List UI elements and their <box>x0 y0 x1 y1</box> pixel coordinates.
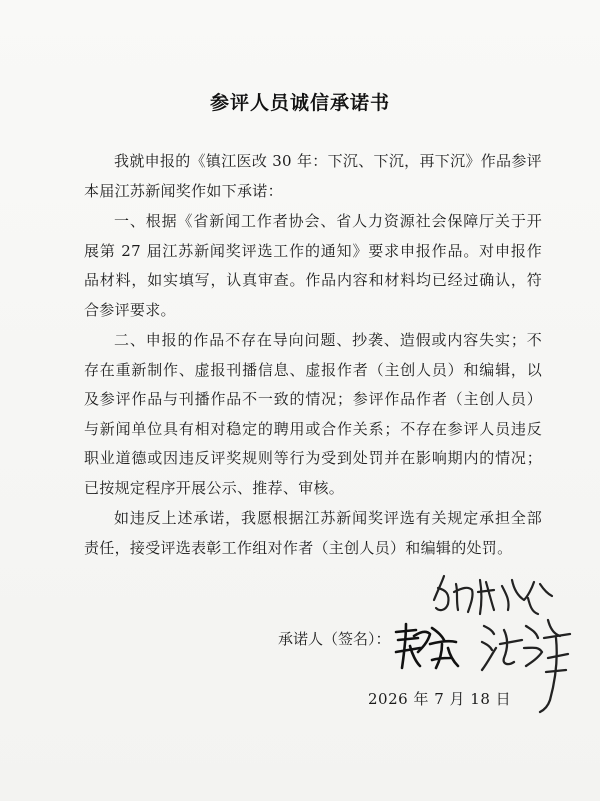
signature-label: 承诺人（签名）： <box>278 630 391 648</box>
paragraph-commitment-1: 一、根据《省新闻工作者协会、省人力资源社会保障厅关于开展第 27 届江苏新闻奖评选工作的通知》要求申报作品。对申报作品材料，如实填写，认真审查。作品内容和材料均已经过确认，符合参评要求。 <box>84 212 542 319</box>
document-title: 参评人员诚信承诺书 <box>209 92 390 114</box>
signing-date: 2026 年 7 月 18 日 <box>368 690 512 708</box>
paragraph-commitment-2: 二、申报的作品不存在导向问题、抄袭、造假或内容失实；不存在重新制作、虚报刊播信息、虚报作者（主创人员）和编辑，以及参评作品与刊播作品不一致的情况；参评作品作者（主创人员）与新闻单位具有相对稳定的聘用或合作关系；不存在参评人员违反职业道德或因违反评奖规则等行为受到处罚并在影响期内的情况；已按规定程序开展公示、推荐、审核。 <box>84 331 542 497</box>
handwritten-signature-2 <box>392 618 464 674</box>
paragraph-intro: 我就申报的《镇江医改 30 年：下沉、下沉，再下沉》作品参评本届江苏新闻奖作如下承诺： <box>84 152 542 200</box>
paragraph-liability: 如违反上述承诺，我愿根据江苏新闻奖评选有关规定承担全部责任，接受评选表彰工作组对作者（主创人员）和编辑的处罚。 <box>84 509 542 557</box>
document-body <box>84 147 542 564</box>
